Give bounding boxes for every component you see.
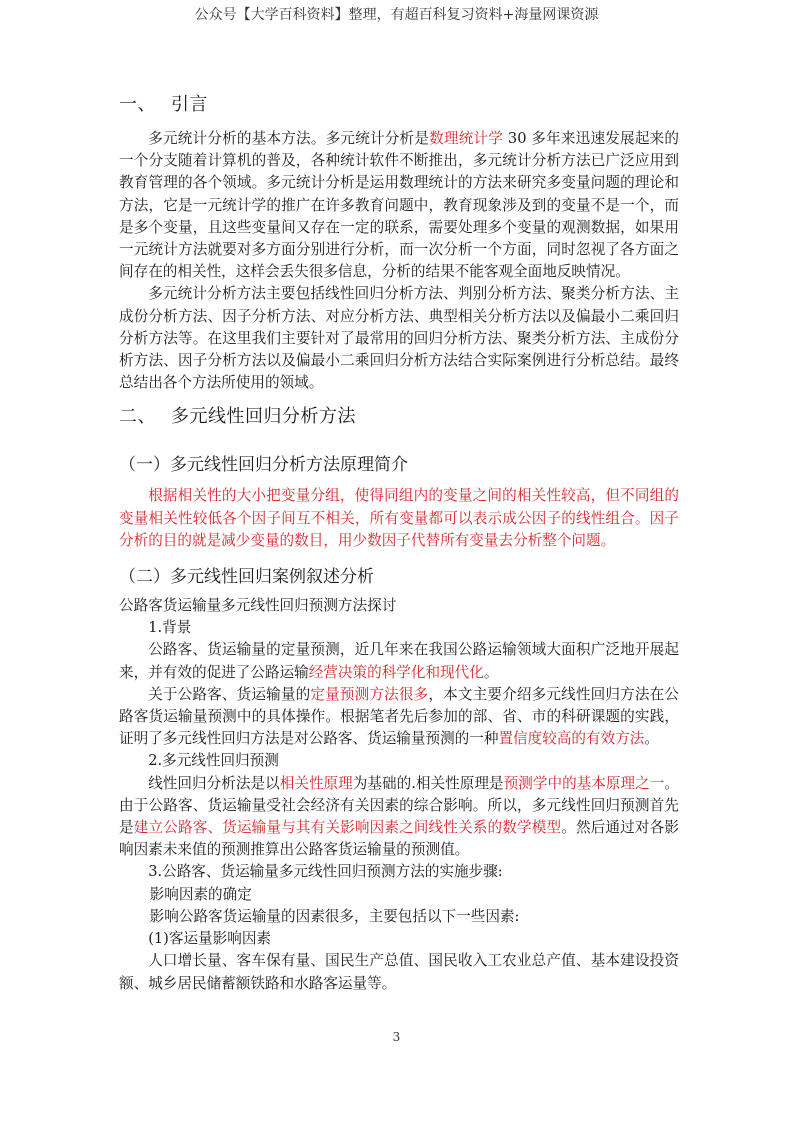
intro-paragraph-2: 多元统计分析方法主要包括线性回归分析方法、判别分析方法、聚类分析方法、主成份分析方法、因子分析方法、对应分析方法、典型相关分析方法以及偏最小二乘回归分析方法等。在这里我们主要针对了最常用的回归分析方法、聚类分析方法、主成份分析方法、因子分析方法以及偏最小二乘回归分析方法结合实际案例进行分析总结。最终总结出各个方法所使用的领域。 (119, 285, 679, 392)
background-heading: 1.背景 (148, 619, 192, 637)
case-title: 公路客货运输量多元线性回归预测方法探讨 (119, 597, 397, 615)
principle-paragraph: 根据相关性的大小把变量分组，使得同组内的变量之间的相关性较高，但不同组的变量相关性较低各个因子间互不相关，所有变量都可以表示成公因子的线性组合。因子分析的目的就是减少变量的数目，用少数因子代替所有变量去分析整个问题。 (119, 487, 679, 549)
text-run: ，本文主要介绍多元线性回归方法在公路客货运输量预测中的具体操作。根据笔者先后参加的部、省、市的科研课题的实践，证明了多元线性回归方法是对公路客、货运输量预测的一种 (119, 685, 679, 748)
highlight-text: 预测学中的基本原理之一 (503, 774, 665, 792)
prediction-paragraph (119, 773, 679, 862)
text-run: 多元统计分析的基本方法。多元统计分析是 (148, 130, 430, 147)
highlight-text: 数理统计学 (429, 130, 504, 147)
page-number: 3 (392, 1030, 401, 1044)
passenger-factor-heading: (1)客运量影响因素 (148, 930, 272, 948)
section-number: 一、 (119, 94, 156, 115)
text-run: 为基础的.相关性原理是 (352, 774, 504, 792)
background-paragraph-2 (119, 684, 679, 751)
text-run: 。由于公路客、货运输量受社会经济有关因素的综合影响。所以，多元线性回归预测首先是 (119, 774, 679, 837)
highlight-text: 建立公路客、货运输量与其有关影响因素之间线性关系的数学模型 (133, 819, 562, 837)
subsection-heading-principle: （一）多元线性回归分析方法原理简介 (119, 455, 408, 476)
section-title: 引言 (171, 94, 208, 115)
factor-heading: 影响因素的确定 (149, 885, 252, 903)
highlight-text: 经营决策的科学化和现代化 (308, 663, 484, 681)
text-run: 线性回归分析法是以 (148, 774, 280, 792)
section-number: 二、 (119, 406, 156, 428)
highlight-text: 定量预测方法很多 (310, 685, 429, 703)
factor-text: 影响公路客货运输量的因素很多，主要包括以下一些因素: (149, 907, 520, 925)
section-title: 多元线性回归分析方法 (171, 406, 356, 428)
highlight-text: 相关性原理 (279, 774, 353, 792)
section-heading-regression (119, 402, 679, 428)
text-run: 30 多年来迅速发展起来的一个分支随着计算机的普及，各种统计软件不断推出，多元统计分析方法已广泛应用到教育管理的各个领域。多元统计分析是运用数理统计的方法来研究多变量问题的理论和方法，它是一元统计学的推广在许多教育问题中，教育现象涉及到的变量不是一个，而是多个变量，且这些变量间又存在一定的联系，需要处理多个变量的观测数据，如果用一元统计方法就要对多方面分别进行分析，而一次分析一个方面，同时忽视了各方面之间存在的相关性，这样会丢失很多信息，分析的结果不能客观全面地反映情况。 (119, 130, 679, 281)
steps-heading: 3.公路客、货运输量多元线性回归预测方法的实施步骤: (148, 863, 503, 881)
document-body (119, 84, 679, 995)
highlight-text: 置信度较高的有效方法 (498, 730, 645, 748)
intro-paragraph-1 (119, 128, 679, 283)
text-run: 。 (483, 663, 499, 681)
background-paragraph-1 (119, 639, 679, 683)
text-run: 公路客、货运输量的定量预测，近几年来在我国公路运输领域大面积广泛地开展起来，并有效的促进了公路运输 (119, 641, 679, 681)
text-run: 。 (644, 730, 660, 748)
section-heading-intro (119, 90, 679, 116)
page-header: 公众号【大学百科资料】整理，有超百科复习资料+海量网课资源 (194, 7, 599, 23)
subsection-heading-case: （二）多元线性回归案例叙述分析 (119, 567, 374, 588)
prediction-heading: 2.多元线性回归预测 (148, 752, 279, 770)
passenger-factor-text: 人口增长量、客车保有量、国民生产总值、国民收入工农业总产值、基本建设投资额、城乡居民储蓄额铁路和水路客运量等。 (119, 952, 679, 992)
text-run: 关于公路客、货运输量的 (148, 685, 311, 703)
text-run: 。然后通过对各影响因素未来值的预测推算出公路客货运输量的预测值。 (119, 819, 679, 859)
